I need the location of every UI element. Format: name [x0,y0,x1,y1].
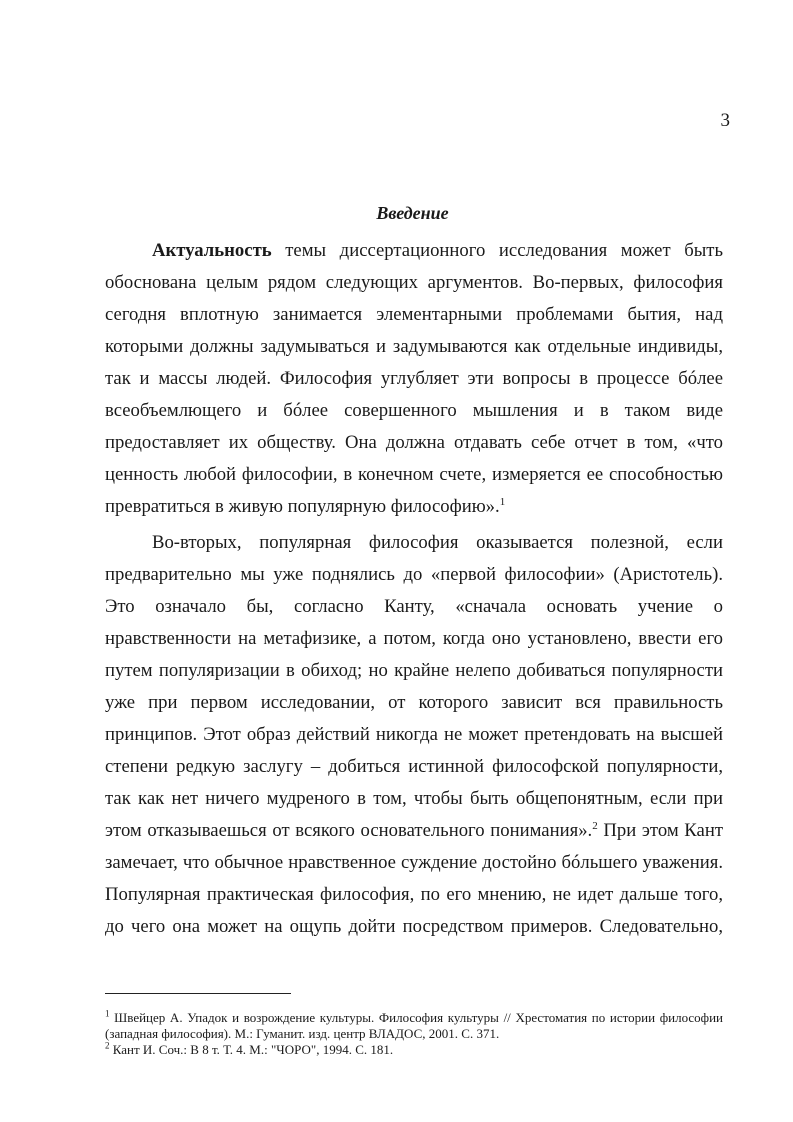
footnote-mark: 1 [105,1008,110,1019]
body-line: замечает, что обычное нравственное суждение достойно бóльшего уважения. [105,852,723,873]
footnote-ref[interactable]: 2 [592,819,598,832]
body-line: степени редкую заслугу – добиться истинной философской популярности, [105,756,723,777]
footnote-ref[interactable]: 1 [499,495,506,508]
body-line: уже при первом исследовании, от которого зависит вся правильность [105,692,723,713]
body-line: ценность любой философии, в конечном счете, измеряется ее способностью [105,464,723,485]
body-line: предварительно мы уже поднялись до «первой философии» (Аристотель). [105,564,723,585]
footnote-mark: 2 [105,1040,110,1051]
body-line: обоснована целым рядом следующих аргументов. Во-первых, философия [105,272,723,293]
body-line: Популярная практическая философия, по его мнению, не идет дальше того, [105,884,723,905]
body-line: путем популяризации в обиход; но крайне нелепо добиваться популярности [105,660,723,681]
body-line: до чего она может на ощупь дойти посредством примеров. Следовательно, [105,916,723,937]
footnote-1-continued: (западная философия). М.: Гуманит. изд. центр ВЛАДОС, 2001. С. 371. [105,1026,500,1041]
footnote-1: $^1$ Швейцер А. Упадок и возрождение культуры. Философия культуры // Хрестоматия по истории философии [105,1008,723,1025]
body-line: всеобъемлющего и бóлее совершенного мышления и в таком виде [105,400,723,421]
body-line: предоставляет их обществу. Она должна отдавать себе отчет в том, «что [105,432,723,453]
body-line: принципов. Этот образ действий никогда не может претендовать на высшей [105,724,723,745]
footnote-2: $^2$ Кант И. Соч.: В 8 т. Т. 4. М.: "ЧОРО", 1994. С. 181. [105,1040,394,1057]
body-line: превратиться в живую популярную философию».$^1$ [105,495,506,517]
lead-term: Актуальность [152,240,272,261]
body-line: которыми должны задумываться и задумываются как отдельные индивиды, [105,336,723,357]
body-line: Актуальность темы диссертационного исследования может быть [152,240,723,261]
body-line: Во-вторых, популярная философия оказывается полезной, если [152,532,723,553]
body-line: нравственности на метафизике, а потом, когда оно установлено, ввести его [105,628,723,649]
body-line: Это означало бы, согласно Канту, «сначала основать учение о [105,596,723,617]
body-line: этом отказываешься от всякого основательного понимания».$^2$ При этом Кант [105,819,723,841]
page-number: 3 [720,110,730,131]
body-line: так как нет ничего мудреного в том, чтобы быть общепонятным, если при [105,788,723,809]
section-heading: Введение [376,203,449,223]
footnote-divider [105,993,291,994]
body-line: сегодня вплотную занимается элементарными проблемами бытия, над [105,304,723,325]
body-line: так и массы людей. Философия углубляет эти вопросы в процессе бóлее [105,368,723,389]
